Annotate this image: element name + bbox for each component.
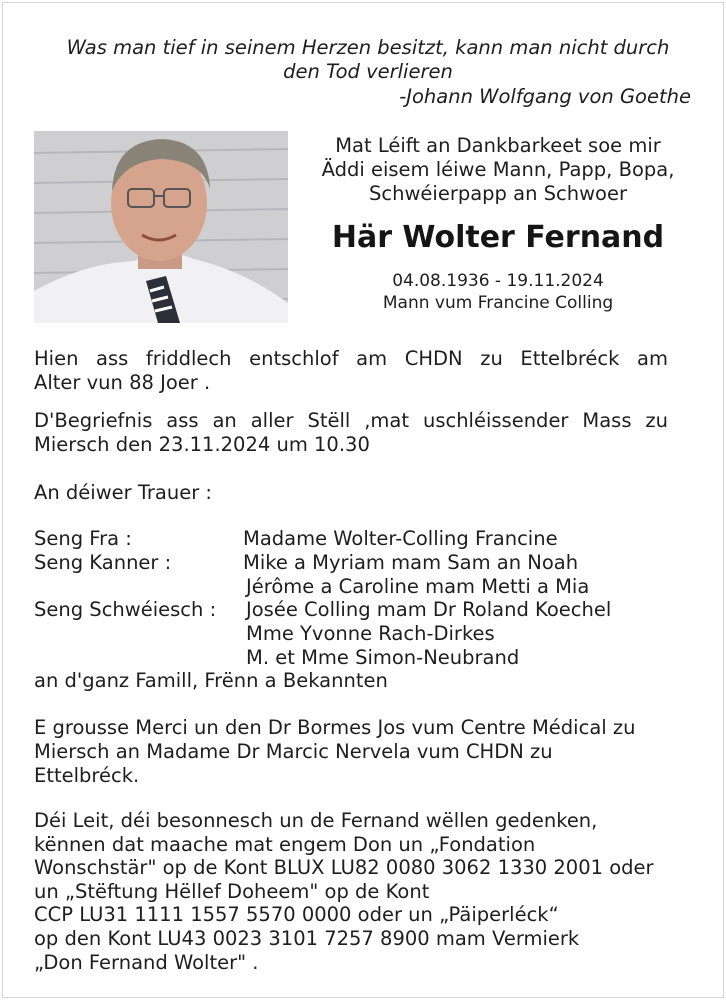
death-line-2: Alter vun 88 Joer .	[34, 371, 211, 394]
donation-line-6: op den Kont LU43 0023 3101 7257 8900 mam Vermierk	[34, 927, 580, 950]
quote-author: -Johann Wolfgang von Goethe	[399, 85, 691, 108]
donation-line-1: Déi Leit, déi besonnesch un de Fernand wëllen gedenken,	[34, 809, 598, 832]
funeral-line-1: D'Begriefnis ass an aller Stëll ,mat uschléissender Mass zu	[34, 409, 668, 432]
portrait-photo	[34, 131, 288, 323]
quote-line-2: den Tod verlieren	[283, 60, 453, 83]
announcement-header	[298, 134, 698, 314]
donation-line-5: CCP LU31 1111 1557 5570 0000 oder un „Päiperléck“	[34, 903, 559, 926]
children-label: Seng Kanner :	[34, 551, 172, 574]
donation-line-4: un „Stëftung Hëllef Doheem" op de Kont	[34, 880, 430, 903]
child-line-2: Jérôme a Caroline mam Metti a Mia	[246, 575, 590, 598]
thanks-line-2: Miersch an Madame Dr Marcic Nervela vum CHDN zu	[34, 740, 553, 763]
child-line-1: Mike a Myriam mam Sam an Noah	[243, 551, 579, 574]
thanks-line-1: E grousse Merci un den Dr Bormes Jos vum Centre Médical zu	[34, 716, 636, 739]
wife-label: Seng Fra :	[34, 527, 132, 550]
obituary-notice	[2, 2, 724, 998]
quote-line-1: Was man tief in seinem Herzen besitzt, kann man nicht durch	[66, 36, 670, 59]
goethe-quote	[33, 36, 703, 84]
sibling-line-1: Josée Colling mam Dr Roland Koechel	[246, 598, 612, 621]
portrait-illustration	[34, 131, 288, 323]
donation-line-3: Wonschstär" op de Kont BLUX LU82 0080 3062 1330 2001 oder	[34, 856, 654, 879]
mourners-heading: An déiwer Trauer :	[34, 481, 213, 504]
spouse-line: Mann vum Francine Colling	[382, 293, 614, 313]
thanks-line-3: Ettelbréck.	[34, 764, 140, 787]
intro-line-2: Äddi eisem léiwe Mann, Papp, Bopa,	[321, 158, 675, 181]
donation-line-7: „Don Fernand Wolter" .	[34, 951, 259, 974]
life-dates: 04.08.1936 - 19.11.2024	[392, 271, 604, 291]
donation-line-2: kënnen dat maache mat engem Don un „Fondation	[34, 833, 536, 856]
others-line: an d'ganz Famill, Frënn a Bekannten	[34, 669, 388, 692]
funeral-line-2: Miersch den 23.11.2024 um 10.30	[34, 433, 370, 456]
sibling-line-3: M. et Mme Simon-Neubrand	[246, 646, 520, 669]
deceased-name: Här Wolter Fernand	[331, 220, 665, 255]
death-line-1: Hien ass friddlech entschlof am CHDN zu Ettelbréck am	[34, 347, 668, 370]
wife-name: Madame Wolter-Colling Francine	[243, 527, 558, 550]
siblings-label: Seng Schwéiesch :	[34, 598, 217, 621]
intro-line-1: Mat Léift an Dankbarkeet soe mir	[335, 134, 661, 157]
sibling-line-2: Mme Yvonne Rach-Dirkes	[246, 622, 495, 645]
intro-line-3: Schwéierpapp an Schwoer	[369, 182, 627, 205]
